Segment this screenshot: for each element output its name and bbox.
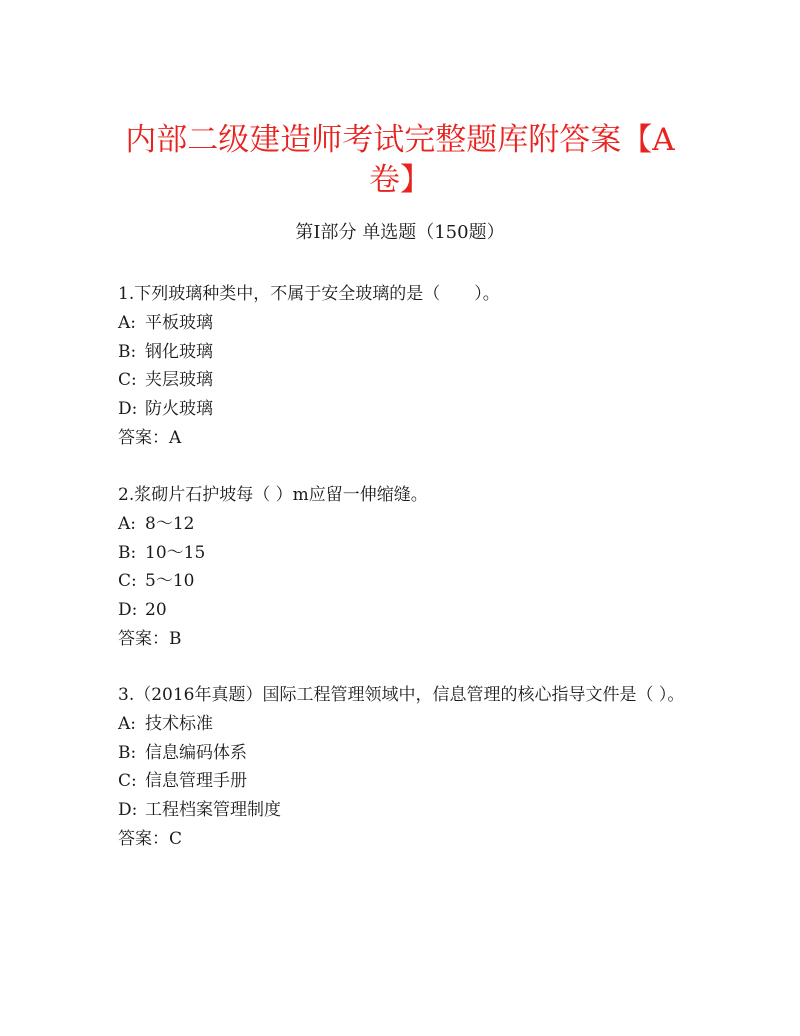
option-b xyxy=(118,539,688,568)
option-b xyxy=(118,739,688,768)
question-stem: 2.浆砌片石护坡每（ ）m应留一伸缩缝。 xyxy=(118,485,428,505)
answer-value: C xyxy=(169,828,183,849)
question-stem: 3.（2016年真题）国际工程管理领域中，信息管理的核心指导文件是（ ）。 xyxy=(118,685,685,705)
option-a xyxy=(118,510,688,539)
option-text: 5～10 xyxy=(145,571,195,592)
option-letter: C: xyxy=(118,571,137,592)
answer-label: 答案： xyxy=(118,828,169,849)
option-letter: B: xyxy=(118,742,137,763)
option-text: 10～15 xyxy=(145,542,206,563)
option-text: 钢化玻璃 xyxy=(145,341,213,362)
option-letter: C: xyxy=(118,771,137,792)
option-b xyxy=(118,338,688,367)
option-c xyxy=(118,567,688,596)
option-letter: B: xyxy=(118,542,137,563)
option-text: 防火玻璃 xyxy=(145,399,213,420)
option-letter: B: xyxy=(118,341,137,362)
answer-label: 答案： xyxy=(118,427,169,448)
option-text: 平板玻璃 xyxy=(145,312,213,333)
answer-line xyxy=(118,825,688,854)
option-c xyxy=(118,366,688,395)
option-text: 技术标准 xyxy=(145,713,213,734)
answer-label: 答案： xyxy=(118,628,169,649)
option-text: 工程档案管理制度 xyxy=(145,800,281,821)
option-text: 20 xyxy=(145,600,167,621)
section-heading: 第I部分 单选题（150题） xyxy=(295,222,505,243)
option-d xyxy=(118,796,688,825)
answer-line xyxy=(118,625,688,654)
option-c xyxy=(118,767,688,796)
answer-line xyxy=(118,424,688,453)
option-letter: A: xyxy=(118,312,137,333)
option-text: 信息编码体系 xyxy=(145,742,247,763)
question-1 xyxy=(118,280,688,453)
option-a xyxy=(118,309,688,338)
option-text: 8～12 xyxy=(145,513,195,534)
option-letter: A: xyxy=(118,713,137,734)
document-title: 内部二级建造师考试完整题库附答案【A卷】 xyxy=(125,122,675,198)
option-d xyxy=(118,596,688,625)
answer-value: B xyxy=(169,628,182,649)
option-letter: D: xyxy=(118,800,138,821)
option-letter: D: xyxy=(118,399,138,420)
question-2 xyxy=(118,481,688,654)
option-letter: A: xyxy=(118,513,137,534)
question-stem: 1.下列玻璃种类中，不属于安全玻璃的是（ ）。 xyxy=(118,284,500,304)
answer-value: A xyxy=(169,427,182,448)
option-text: 信息管理手册 xyxy=(145,771,247,792)
question-3 xyxy=(118,681,688,854)
option-d xyxy=(118,395,688,424)
option-a xyxy=(118,710,688,739)
option-letter: D: xyxy=(118,600,138,621)
option-text: 夹层玻璃 xyxy=(145,370,213,391)
option-letter: C: xyxy=(118,370,137,391)
